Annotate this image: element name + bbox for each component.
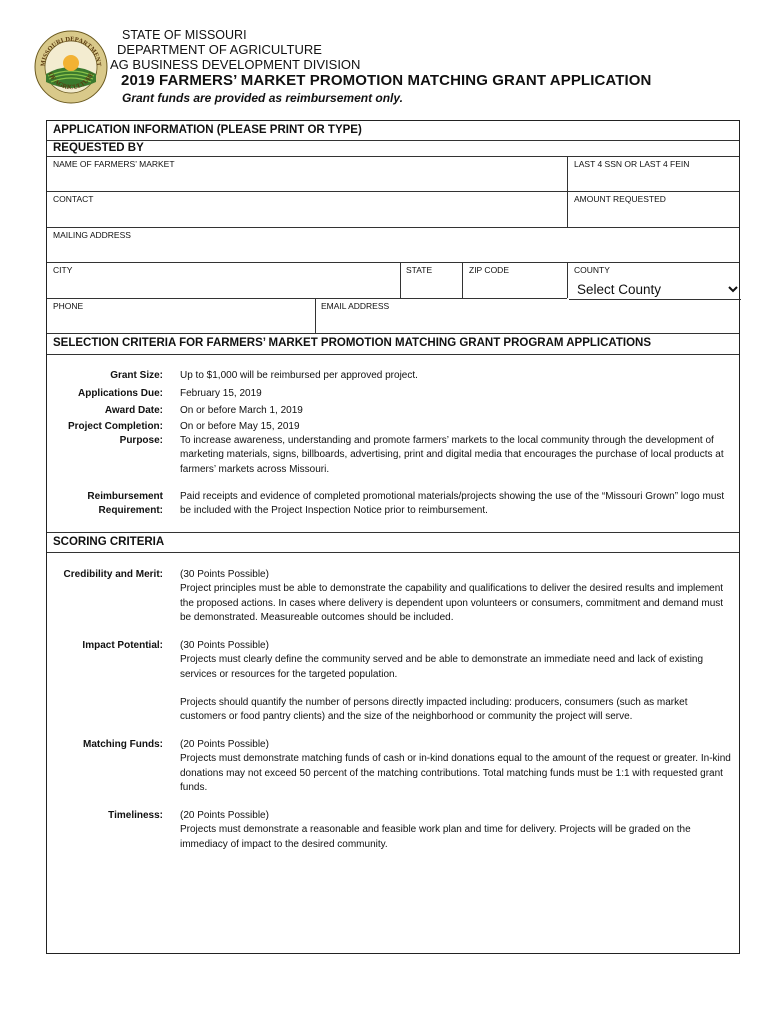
svg-text:MISSOURI DEPARTMENT: MISSOURI DEPARTMENT xyxy=(39,35,103,67)
application-form: APPLICATION INFORMATION (PLEASE PRINT OR TYPE) REQUESTED BY NAME OF FARMERS’ MARKET LAST 4 SSN OR LAST 4 FEIN CONTACT AMOUNT REQUESTED MAILING ADDRESS CITY STATE ZIP CODE COUNTY Select County PHONE EMAIL ADDRESS SELECTION CRITERIA FOR FARMERS’ MARKET PROMOTION MATCHING GRANT PROGRAM APPLICATIONS Grant Size: Up to $1,000 will be reimbursed per approved project. Applications Due: February 15, 2019 Award Date: On or before March 1, 2019 Project Completion: On or before May 15, 2019 Purpose: To increase awareness, understanding and promote farmers’ markets to the local community through the development of marketing materials, signs, billboards, advertising, print and digital media that encourages the purchase of local products at farmers’ markets across Missouri. Reimbursement Requirement: Paid receipts and evidence of completed promotional materials/projects showing the use of the “Missouri Grown” logo must be included with the Project Inspection Notice prior to reimbursement. SCORING CRITERIA Credibility and Merit: (30 Points Possible) Project principles must be able to demonstrate the capability and qualifications to deliver the desired results and implement the proposed actions. In cases where delivery is dependent upon volunteers or consumers, commitment and demand must be demonstrated. Measureable outcomes should be included. Impact Potential: (30 Points Possible) Projects must clearly define the community served and be able to demonstrate an immediate need and lack of existing services or resources for the targeted population. Projects should quantify the number of persons directly impacted including: producers, consumers (such as market customers or food pantry clients) and the size of the neighborhood or community the project will serve. Matching Funds: (20 Points Possible) Projects must demonstrate matching funds of cash or in-kind donations equal to the amount of the request or greater. In-kind donations may not exceed 50 percent of the matching contributions. Total matching funds must be 1:1 with requested grant funds. Timeliness: (20 Points Possible) Projects must demonstrate a reasonable and feasible work plan and time for delivery. Projects will be graded on the immediacy of impact to the desired community. xyxy=(46,120,740,954)
contact-label: CONTACT xyxy=(53,194,94,204)
amount-requested-label: AMOUNT REQUESTED xyxy=(574,194,666,204)
market-name-label: NAME OF FARMERS’ MARKET xyxy=(53,159,175,169)
phone-label: PHONE xyxy=(53,301,84,311)
department-seal-icon xyxy=(34,30,108,104)
division-name: AG BUSINESS DEVELOPMENT DIVISION xyxy=(110,57,361,72)
mailing-address-label: MAILING ADDRESS xyxy=(53,230,131,240)
state-label: STATE xyxy=(406,265,433,275)
ssn-fein-label: LAST 4 SSN OR LAST 4 FEIN xyxy=(574,159,690,169)
svg-text:OF AGRICULTURE: OF AGRICULTURE xyxy=(46,71,96,92)
email-address-label: EMAIL ADDRESS xyxy=(321,301,390,311)
document-header xyxy=(0,0,770,120)
city-label: CITY xyxy=(53,265,73,275)
county-label: COUNTY xyxy=(574,265,610,275)
requested-by-heading: REQUESTED BY xyxy=(53,142,144,154)
zip-code-label: ZIP CODE xyxy=(469,265,509,275)
department-name: DEPARTMENT OF AGRICULTURE xyxy=(117,42,322,57)
scoring-criteria-heading: SCORING CRITERIA xyxy=(53,536,165,548)
county-select[interactable] xyxy=(569,279,741,299)
selection-criteria-heading: SELECTION CRITERIA FOR FARMERS’ MARKET PROMOTION MATCHING GRANT PROGRAM APPLICATIONS xyxy=(53,337,651,349)
page-title: 2019 FARMERS’ MARKET PROMOTION MATCHING GRANT APPLICATION xyxy=(121,72,652,89)
state-name: STATE OF MISSOURI xyxy=(122,28,247,42)
page-subtitle: Grant funds are provided as reimbursement only. xyxy=(122,91,403,105)
application-heading: APPLICATION INFORMATION (PLEASE PRINT OR TYPE) xyxy=(53,124,362,136)
